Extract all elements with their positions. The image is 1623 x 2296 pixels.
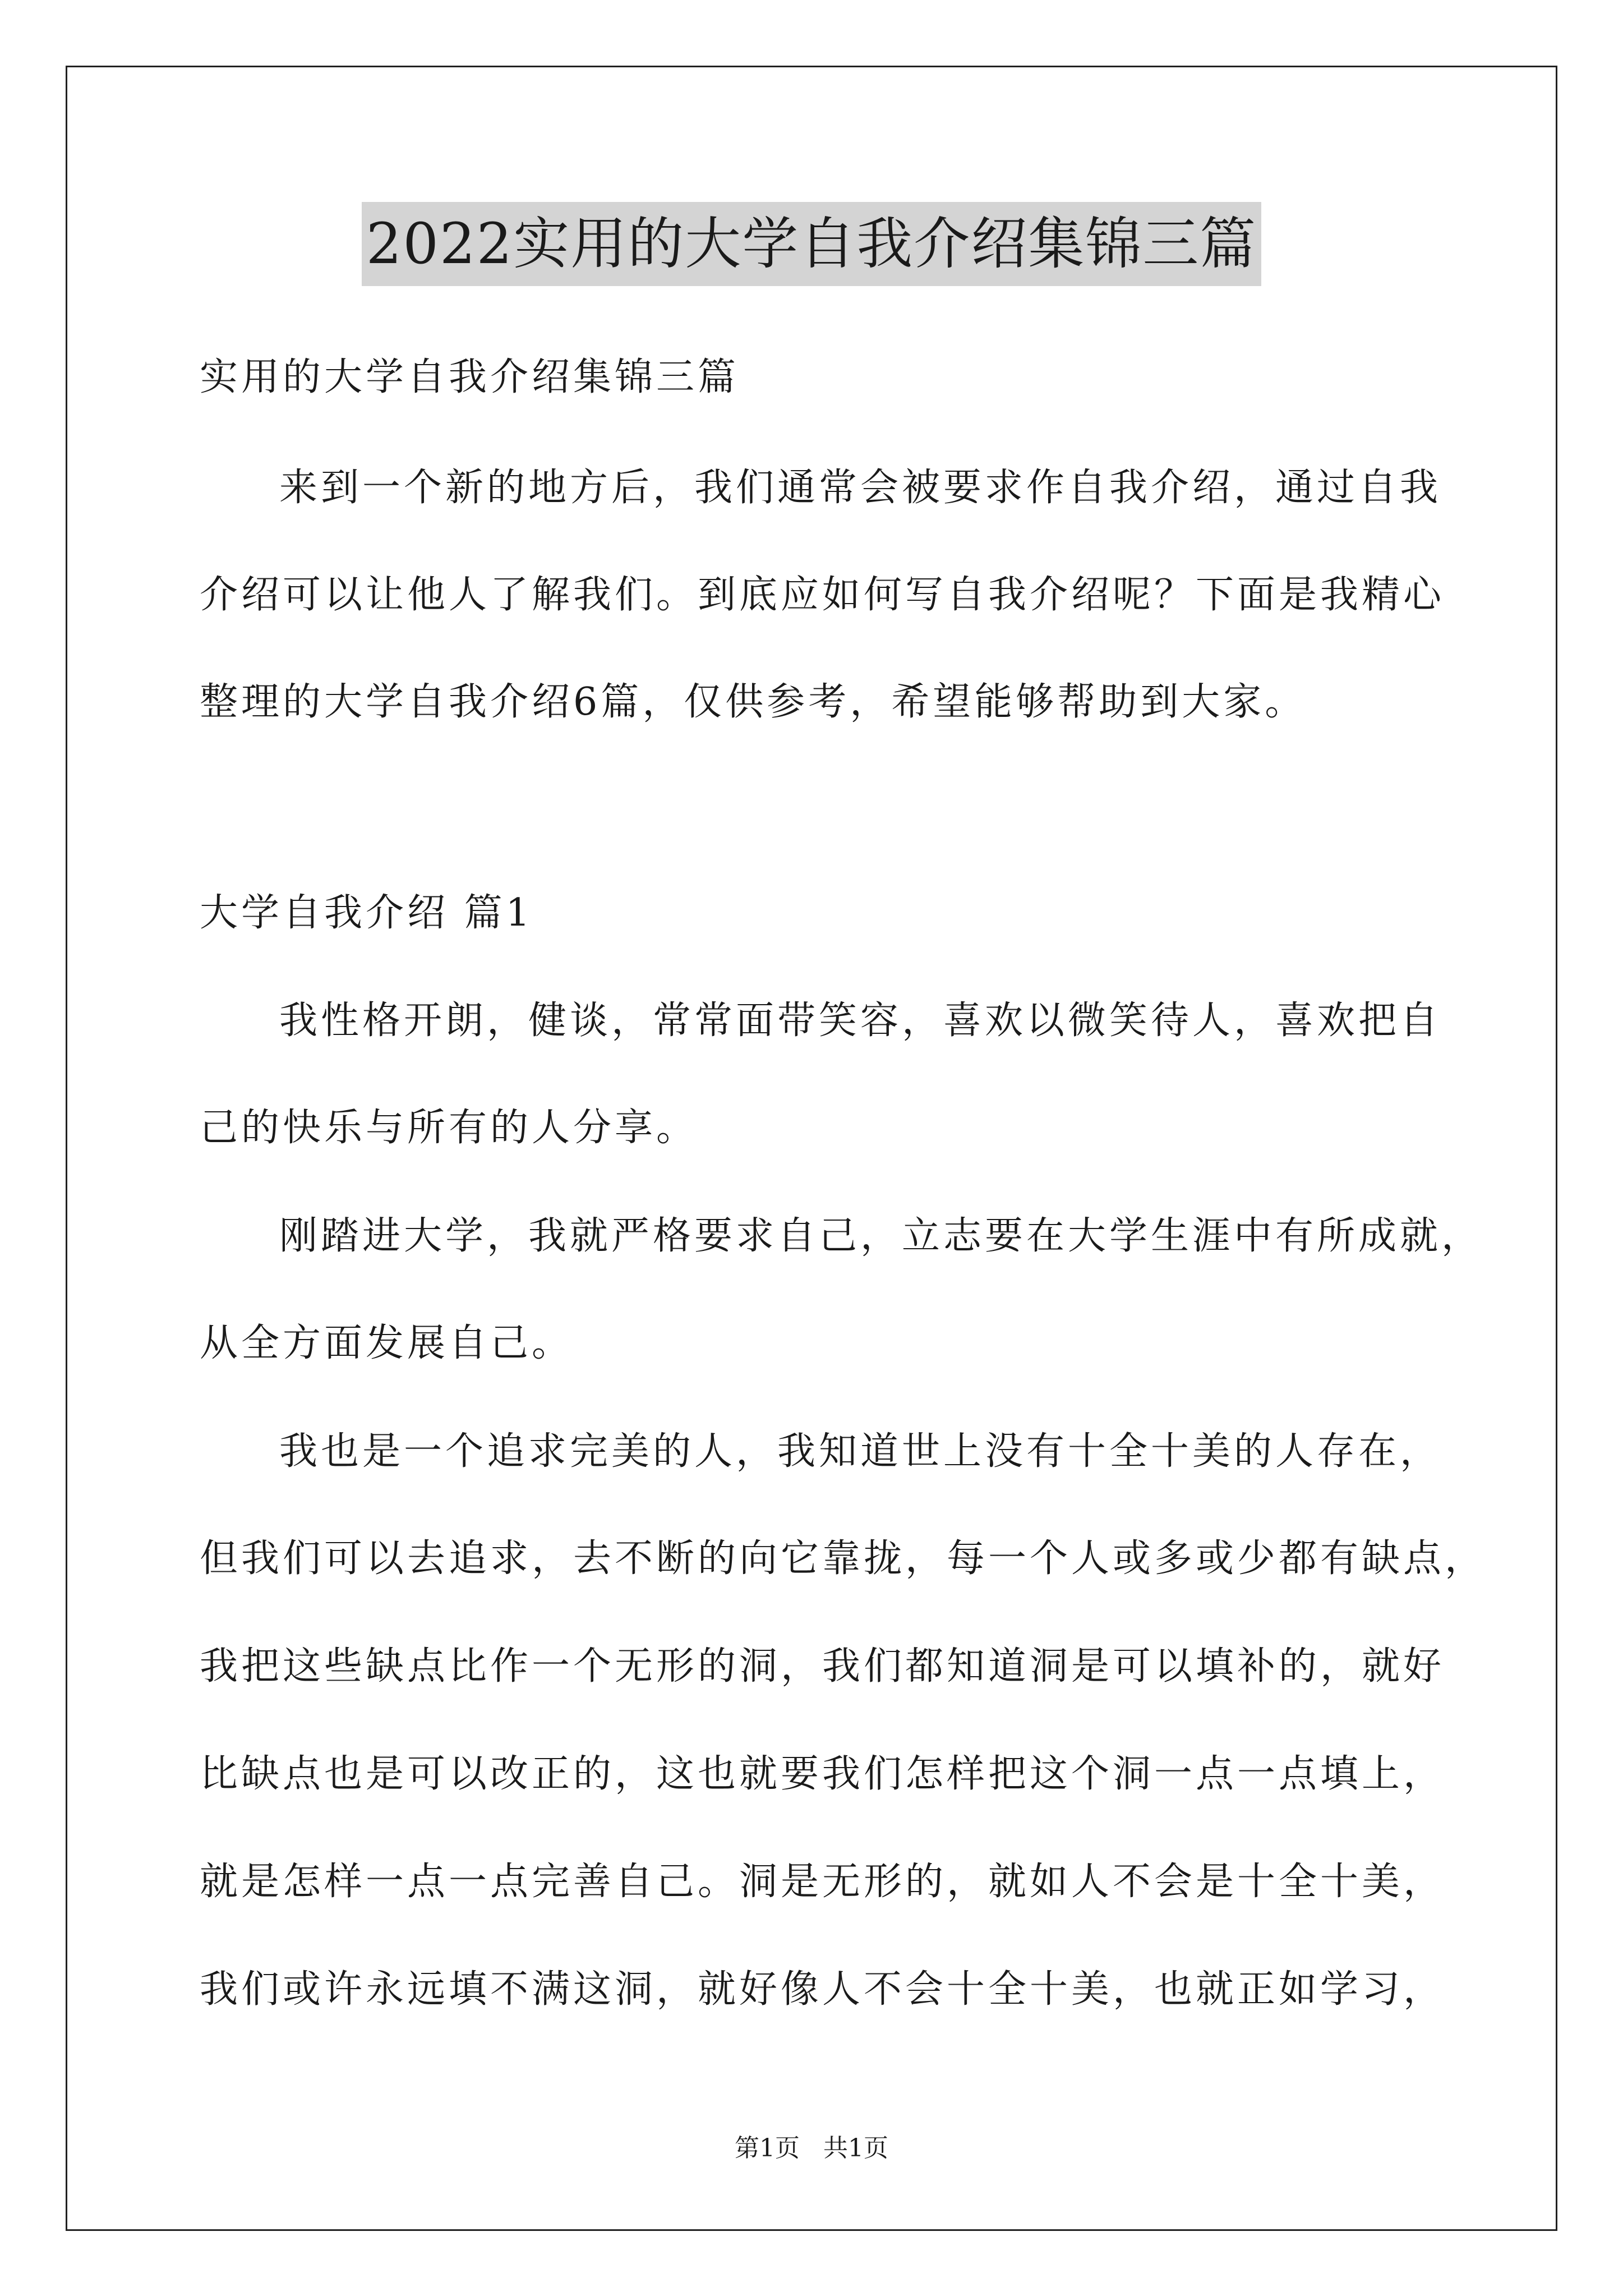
title-container: [0, 202, 1623, 286]
body-line-9: 就是怎样一点一点完善自己。洞是无形的，就如人不会是十全十美，: [200, 1860, 1445, 1904]
body-line-1: 我性格开朗，健谈，常常面带笑容，喜欢以微笑待人，喜欢把自: [279, 999, 1442, 1043]
body-line-4: 从全方面发展自己。: [200, 1321, 574, 1365]
body-line-10: 我们或许永远填不满这洞，就好像人不会十全十美，也就正如学习，: [200, 1967, 1445, 2012]
body-line-6: 但我们可以去追求，去不断的向它靠拢，每一个人或多或少都有缺点，: [200, 1536, 1487, 1581]
document-subtitle: 实用的大学自我介绍集锦三篇: [200, 355, 740, 399]
intro-line-2: 介绍可以让他人了解我们。到底应如何写自我介绍呢？下面是我精心: [200, 573, 1445, 617]
section-heading: 大学自我介绍 篇1: [200, 891, 533, 935]
document-title: 2022实用的大学自我介绍集锦三篇: [362, 202, 1262, 286]
body-line-3: 刚踏进大学，我就严格要求自己，立志要在大学生涯中有所成就，: [279, 1214, 1483, 1258]
body-line-5: 我也是一个追求完美的人，我知道世上没有十全十美的人存在，: [279, 1429, 1442, 1474]
page-number: 第1页: [735, 2134, 800, 2162]
body-line-2: 己的快乐与所有的人分享。: [200, 1106, 698, 1150]
body-line-7: 我把这些缺点比作一个无形的洞，我们都知道洞是可以填补的，就好: [200, 1644, 1445, 1688]
body-line-8: 比缺点也是可以改正的，这也就要我们怎样把这个洞一点一点填上，: [200, 1752, 1445, 1796]
page-total: 共1页: [823, 2134, 888, 2162]
page-footer: [0, 2132, 1623, 2165]
intro-line-1: 来到一个新的地方后，我们通常会被要求作自我介绍，通过自我: [279, 466, 1442, 510]
intro-line-3: 整理的大学自我介绍6篇，仅供参考，希望能够帮助到大家。: [200, 680, 1307, 724]
